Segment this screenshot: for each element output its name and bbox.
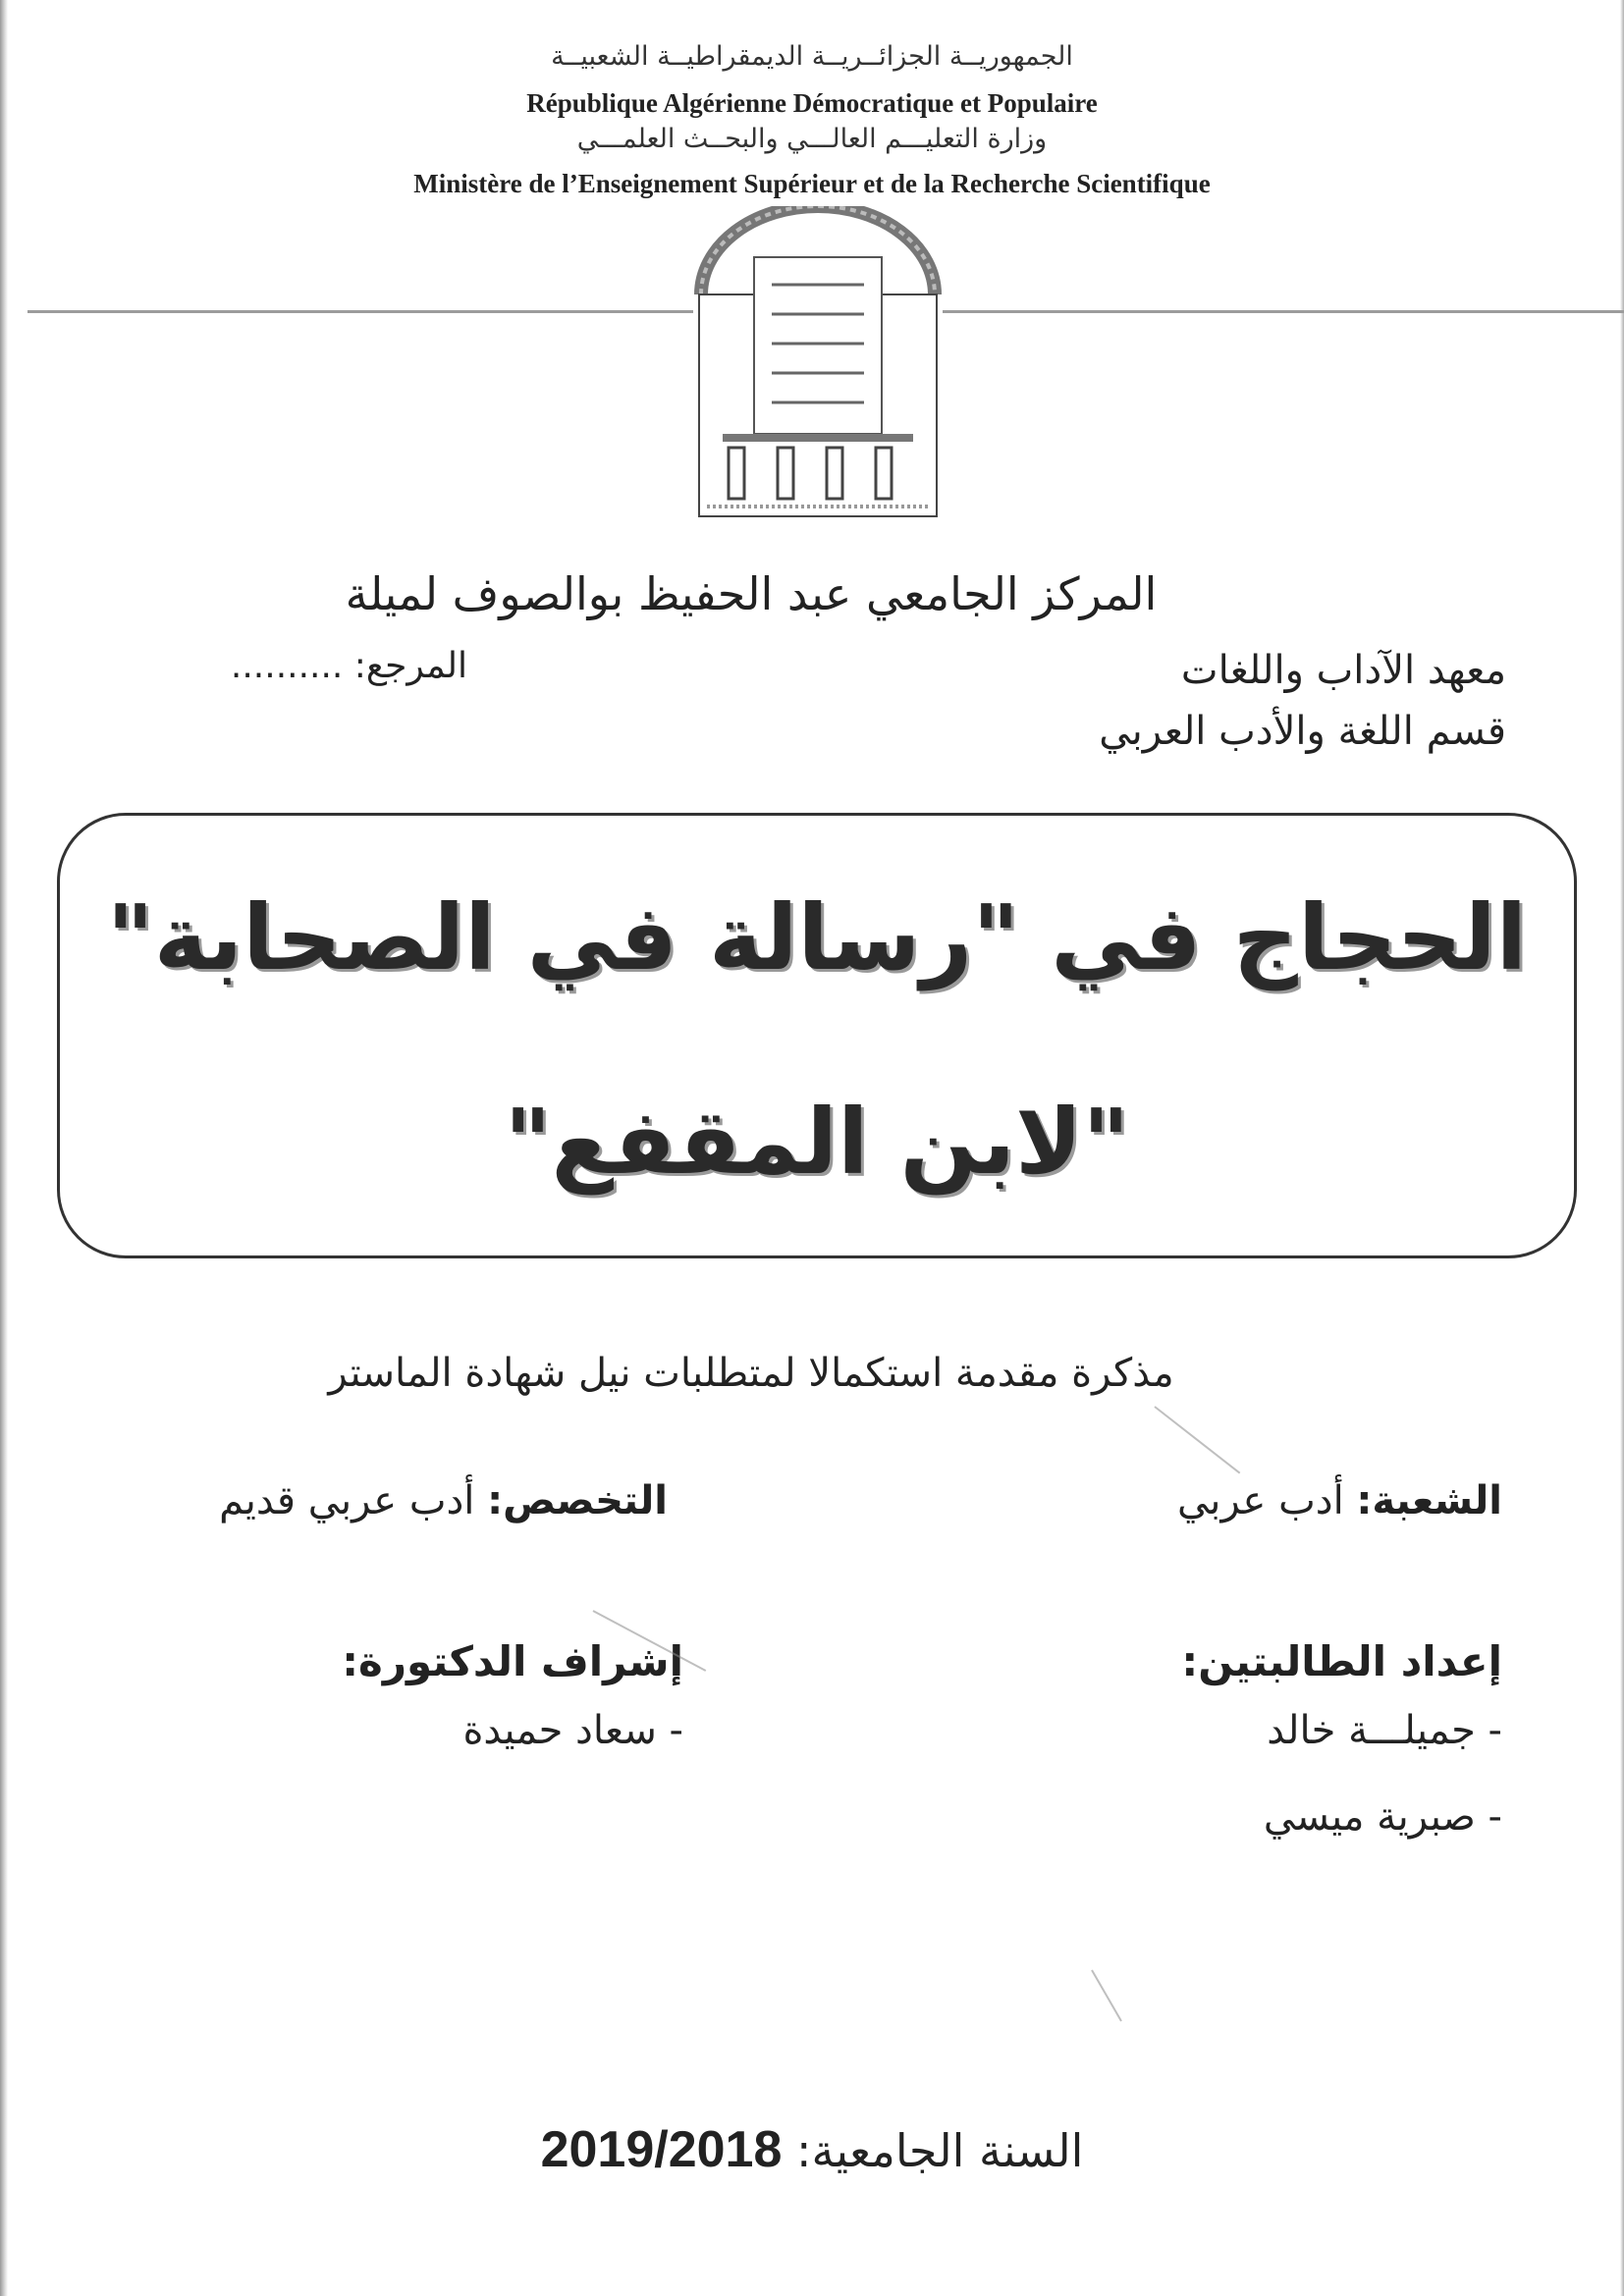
- university-logo: [693, 206, 943, 520]
- ministry-arabic: وزارة التعليـــم العالـــي والبحــث العلمـــي: [576, 124, 1048, 154]
- students-heading: إعداد الطالبتين:: [1181, 1637, 1502, 1685]
- republic-arabic: الجمهوريــة الجزائــريــة الديمقراطيــة الشعبيــة: [551, 41, 1073, 72]
- university-center-name: المركز الجامعي عبد الحفيظ بوالصوف لميلة: [345, 567, 1158, 620]
- student-name-1: - جميلـــة خالد: [1267, 1708, 1502, 1753]
- ministry-french: Ministère de l’Enseignement Supérieur et de la Recherche Scientifique: [413, 169, 1211, 198]
- thesis-title-line-2: "لابن المقفع": [504, 1090, 1130, 1195]
- branch-value: أدب عربي: [1176, 1478, 1344, 1523]
- specialty-value: أدب عربي قديم: [219, 1478, 475, 1523]
- specialty-label: التخصص:: [487, 1478, 668, 1523]
- supervisor-heading: إشراف الدكتورة:: [342, 1637, 683, 1685]
- reference-field: المرجع: ..........: [230, 646, 467, 686]
- branch-field: [1177, 1478, 1502, 1523]
- scan-edge-right: [1620, 0, 1624, 2296]
- institute-name: معهد الآداب واللغات: [1180, 648, 1506, 693]
- specialty-field: [118, 1478, 668, 1523]
- student-name-2: - صبرية ميسي: [1263, 1794, 1502, 1840]
- supervisor-name: - سعاد حميدة: [462, 1708, 683, 1753]
- academic-year-value: 2019/2018: [540, 2121, 783, 2178]
- memo-statement: مذكرة مقدمة استكمالا لمتطلبات نيل شهادة الماستر: [328, 1351, 1174, 1396]
- republic-french: République Algérienne Démocratique et Populaire: [526, 88, 1098, 118]
- scan-edge-left: [0, 0, 8, 2296]
- scan-mark: [1154, 1406, 1240, 1473]
- department-name: قسم اللغة والأدب العربي: [1099, 709, 1506, 754]
- academic-year-label: السنة الجامعية:: [796, 2124, 1084, 2177]
- scan-mark: [1091, 1970, 1122, 2022]
- academic-year: [0, 2120, 1624, 2179]
- thesis-title-line-1: الحجاج في "رسالة في الصحابة": [106, 885, 1528, 990]
- branch-label: الشعبة:: [1356, 1478, 1502, 1523]
